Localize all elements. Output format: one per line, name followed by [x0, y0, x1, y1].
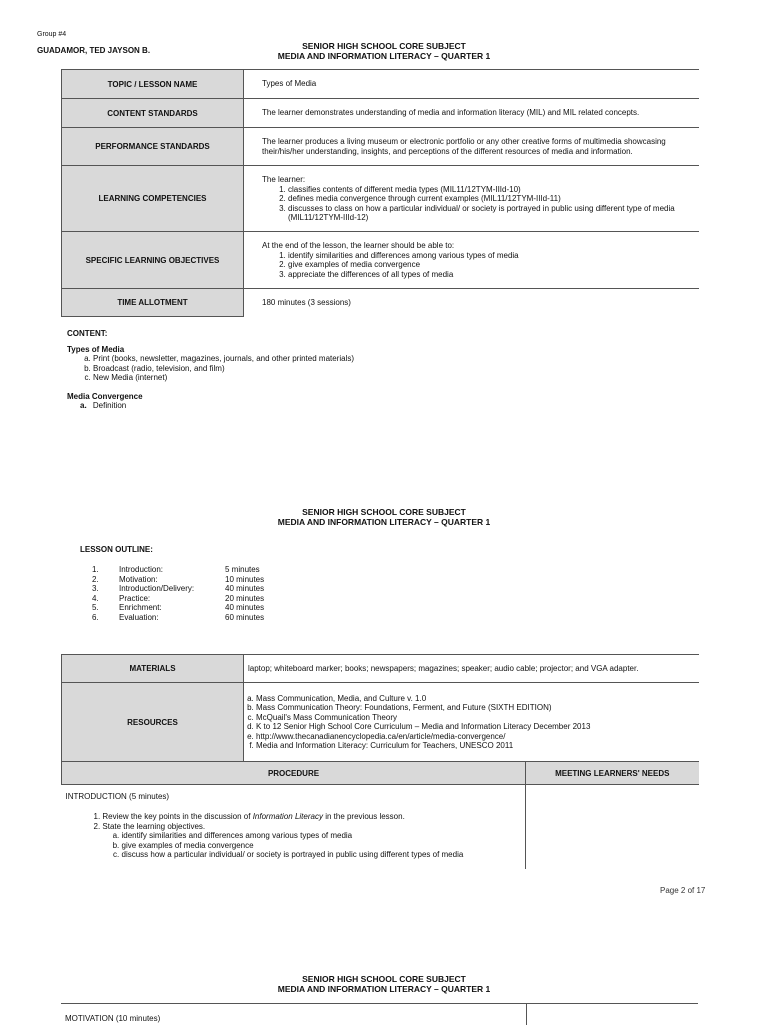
resource-item: b. Mass Communication Theory: Foundations, Ferment, and Future (SIXTH EDITION): [256, 703, 693, 713]
resource-item: a. Mass Communication, Media, and Culture v. 1.0: [256, 694, 693, 704]
intro-objectives-list: [94, 831, 520, 860]
materials-table: [61, 654, 699, 869]
intro-objective-item: b. give examples of media convergence: [122, 841, 520, 851]
outline-item: 6. Evaluation: 60 minutes: [92, 612, 265, 622]
media-type-item: a. Print (books, newsletter, magazines, journals, and other printed materials): [93, 354, 733, 364]
resource-item: e. http://www.thecanadianencyclopedia.ca/en/article/media-convergence/: [256, 732, 693, 742]
motivation-heading: MOTIVATION (10 minutes): [65, 1014, 161, 1023]
types-heading: Types of Media: [67, 345, 125, 354]
types-list: [61, 354, 733, 383]
motivation-table: [61, 1003, 698, 1025]
learners-needs-label: MEETING LEARNERS' NEEDS: [526, 762, 699, 785]
convergence-heading: Media Convergence: [67, 392, 143, 401]
introduction-cell: [62, 785, 526, 869]
header-line-2: MEDIA AND INFORMATION LITERACY – QUARTER 1: [277, 51, 491, 61]
intro-objective-item: a. identify similarities and differences among various types of media: [122, 831, 520, 841]
introduction-row: [62, 785, 699, 869]
resources-value: [244, 683, 699, 762]
topic-value: Types of Media: [244, 70, 699, 99]
header-line-1: SENIOR HIGH SCHOOL CORE SUBJECT: [302, 41, 466, 51]
resources-label: RESOURCES: [62, 683, 244, 762]
page-number: Page 2 of 17: [660, 886, 706, 895]
topic-row: [62, 70, 699, 99]
convergence-letter: a.: [80, 401, 87, 410]
lesson-outline-heading: LESSON OUTLINE:: [80, 545, 153, 554]
header-line-1: SENIOR HIGH SCHOOL CORE SUBJECT: [302, 974, 466, 984]
time-allotment-row: [62, 289, 699, 317]
procedure-header-row: [62, 762, 699, 785]
header-line-1: SENIOR HIGH SCHOOL CORE SUBJECT: [302, 507, 466, 517]
lesson-outline-list: [92, 565, 332, 622]
convergence-text: Definition: [92, 401, 127, 410]
outline-item: 3. Introduction/Delivery: 40 minutes: [92, 584, 265, 593]
learning-objectives-row: [62, 232, 699, 289]
outline-item: 1. Introduction: 5 minutes: [92, 565, 260, 574]
outline-item: 5. Enrichment: 40 minutes: [92, 603, 265, 612]
objective-item: 1. identify similarities and differences among various types of media: [288, 251, 693, 261]
resources-list: [244, 694, 693, 751]
column-divider: [526, 1004, 527, 1025]
learning-competencies-label: LEARNING COMPETENCIES: [62, 166, 244, 232]
competencies-intro: The learner:: [262, 174, 306, 184]
media-type-item: b. Broadcast (radio, television, and film): [93, 364, 733, 374]
resource-item: f. Media and Information Literacy: Curriculum for Teachers, UNESCO 2011: [256, 741, 693, 751]
objective-item: 3. appreciate the differences of all types of media: [288, 270, 693, 280]
content-standards-value: The learner demonstrates understanding of media and information literacy (MIL) and MIL related concepts.: [244, 99, 699, 128]
learning-competencies-row: [62, 166, 699, 232]
learning-objectives-label: SPECIFIC LEARNING OBJECTIVES: [62, 232, 244, 289]
materials-value: laptop; whiteboard marker; books; newspapers; magazines; speaker; audio cable; projector; and VGA adapter.: [244, 655, 699, 683]
objectives-intro: At the end of the lesson, the learner should be able to:: [262, 240, 455, 250]
page-header: [0, 974, 768, 994]
group-label: Group #4: [37, 31, 67, 38]
topic-label: TOPIC / LESSON NAME: [62, 70, 244, 99]
performance-standards-row: [62, 128, 699, 166]
convergence-item: [80, 401, 126, 410]
materials-row: [62, 655, 699, 683]
procedure-label: PROCEDURE: [62, 762, 526, 785]
intro-objective-item: c. discuss how a particular individual/ or society is portrayed in public using different types of media: [122, 850, 520, 860]
intro-step-2: 2. State the learning objectives.: [93, 821, 206, 831]
objectives-list: [262, 251, 693, 280]
time-allotment-value: 180 minutes (3 sessions): [244, 289, 699, 317]
performance-standards-value: The learner produces a living museum or electronic portfolio or any other creative forms of multimedia showcasing their/his/her understanding, insights, and perceptions of the different resources of media and information.: [244, 128, 699, 166]
header-line-2: MEDIA AND INFORMATION LITERACY – QUARTER 1: [277, 517, 491, 527]
outline-item: 2. Motivation: 10 minutes: [92, 574, 265, 584]
materials-label: MATERIALS: [62, 655, 244, 683]
time-allotment-label: TIME ALLOTMENT: [62, 289, 244, 317]
header-line-2: MEDIA AND INFORMATION LITERACY – QUARTER 1: [277, 984, 491, 994]
competency-item: 2. defines media convergence through current examples (MIL11/12TYM-IIId-11): [288, 194, 693, 204]
page-header: [0, 507, 768, 527]
intro-step-1: 1. Review the key points in the discussion of Information Literacy in the previous lesson.: [93, 812, 405, 821]
content-standards-row: [62, 99, 699, 128]
resources-row: [62, 683, 699, 762]
outline-item: 4. Practice: 20 minutes: [92, 593, 265, 603]
competency-item: 3. discusses to class on how a particular individual/ or society is portrayed in public using different type of media (MIL11/12TYM-IIId-12): [288, 204, 693, 223]
performance-standards-label: PERFORMANCE STANDARDS: [62, 128, 244, 166]
resource-item: d. K to 12 Senior High School Core Curriculum – Media and Information Literacy December 2013: [256, 722, 693, 732]
objective-item: 2. give examples of media convergence: [288, 260, 693, 270]
competency-item: 1. classifies contents of different media types (MIL11/12TYM-IIId-10): [288, 185, 693, 195]
page-header: [0, 41, 768, 61]
media-type-item: c. New Media (internet): [93, 373, 733, 383]
competencies-list: [262, 185, 693, 223]
introduction-needs-cell: [526, 785, 699, 869]
author-name: GUADAMOR, TED JAYSON B.: [37, 46, 151, 55]
content-heading: CONTENT:: [67, 329, 108, 338]
resource-item: c. McQuail's Mass Communication Theory: [256, 713, 693, 723]
introduction-heading: INTRODUCTION (5 minutes): [65, 792, 170, 801]
introduction-steps: [66, 812, 520, 860]
lesson-info-table: [61, 69, 699, 317]
learning-objectives-value: [244, 232, 699, 289]
content-standards-label: CONTENT STANDARDS: [62, 99, 244, 128]
learning-competencies-value: [244, 166, 699, 232]
